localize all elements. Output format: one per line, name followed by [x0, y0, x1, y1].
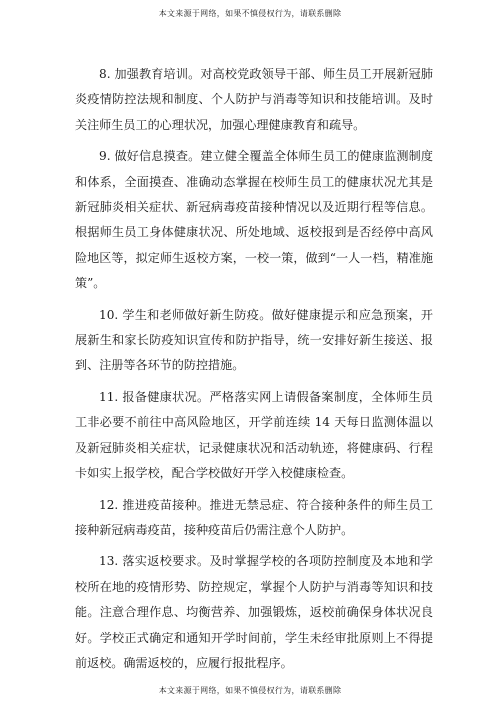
- paragraph-education-training: 8. 加强教育培训。对高校党政领导干部、师生员工开展新冠肺炎疫情防控法规和制度、个人防护与消毒等知识和技能培训。及时关注师生员工的心理状况，加强心理健康教育和疏导。: [75, 67, 433, 132]
- paragraph-freshman-prevention: 10. 学生和老师做好新生防疫。做好健康提示和应急预案，开展新生和家长防疫知识宣传和防护指导，统一安排好新生接送、报到、注册等各环节的防控措施。: [75, 307, 433, 373]
- paragraph-return-requirements: 13. 落实返校要求。及时掌握学校的各项防控制度及本地和学校所在地的疫情形势、防控规定，掌握个人防护与消毒等知识和技能。注意合理作息、均衡营养、加强锻炼，返校前确保身体状况良好。学校正式确定和通知开学时间前，学生未经审批原则上不得提前返校。确需返校的，应履行报批程序。: [75, 554, 433, 670]
- paragraph-information-survey: 9. 做好信息摸查。建立健全覆盖全体师生员工的健康监测制度和体系，全面摸查、准确动态掌握在校师生员工的健康状况尤其是新冠肺炎相关症状、新冠病毒疫苗接种情况以及近期行程等信息。根据师生员工身体健康状况、所处地域、返校报到是否经停中高风险地区等，拟定师生返校方案，一校一策，做到“一人一档，精准施策”。: [75, 149, 433, 291]
- header-disclaimer: 本文来源于网络，如果不慎侵权行为，请联系删除: [158, 9, 342, 18]
- paragraph-vaccination: 12. 推进疫苗接种。推进无禁忌症、符合接种条件的师生员工接种新冠病毒疫苗，接种疫苗后仍需注意个人防护。: [75, 497, 433, 537]
- paragraph-health-report: 11. 报备健康状况。严格落实网上请假备案制度，全体师生员工非必要不前往中高风险地区，开学前连续 14 天每日监测体温以及新冠肺炎相关症状，记录健康状况和活动轨迹，将健康码、行程卡如实上报学校，配合学校做好开学入校健康检查。: [75, 389, 433, 481]
- footer-disclaimer: 本文来源于网络，如果不慎侵权行为，请联系删除: [158, 686, 342, 695]
- document-body: [75, 62, 433, 682]
